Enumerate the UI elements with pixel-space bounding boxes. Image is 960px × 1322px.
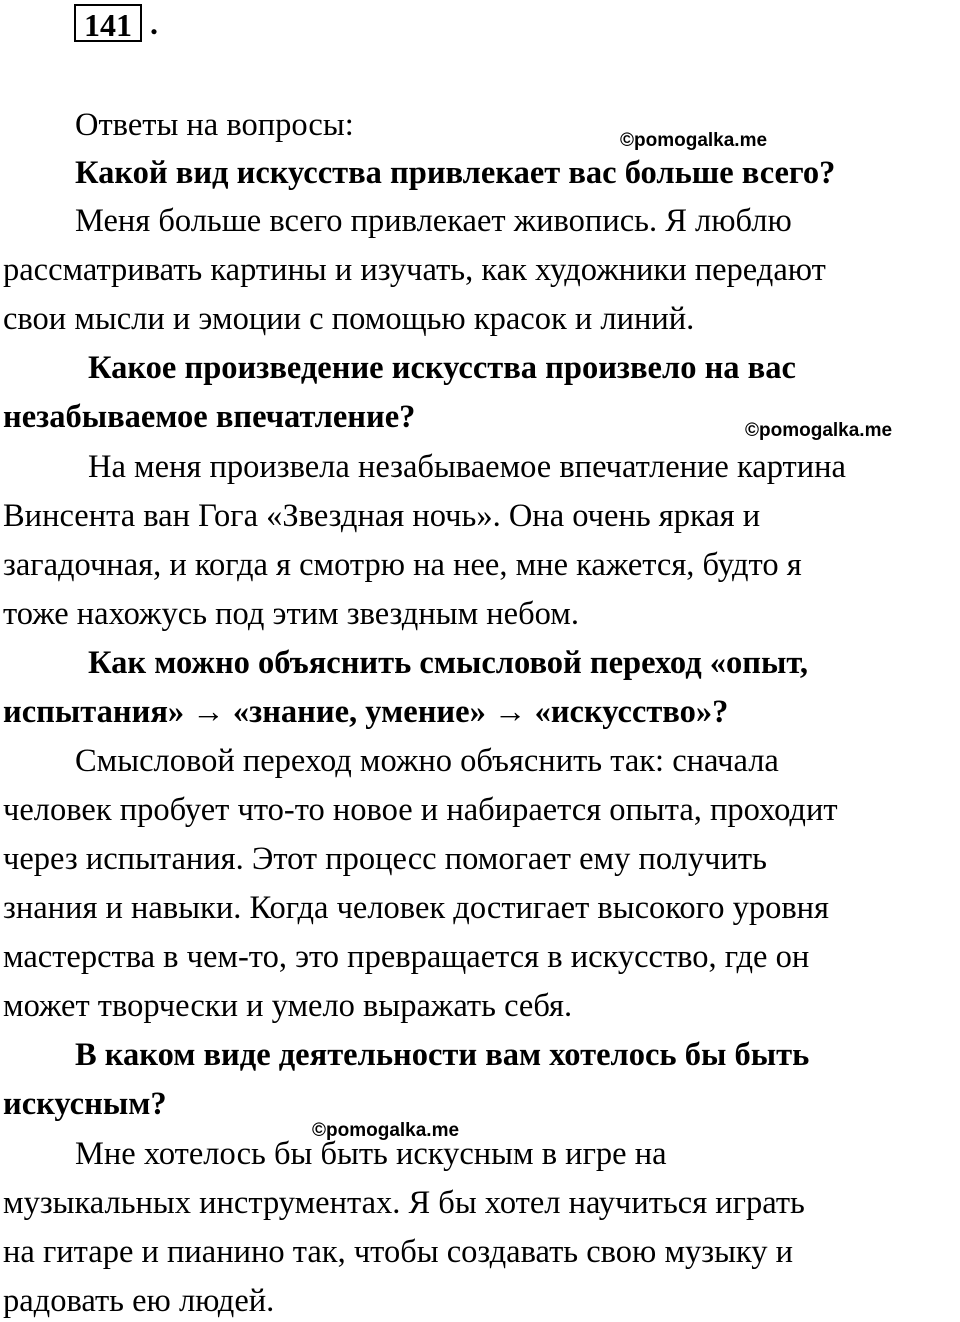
answer-line: загадочная, и когда я смотрю на нее, мне кажется, будто я: [3, 547, 802, 583]
watermark: ©pomogalka.me: [620, 130, 768, 151]
answer-line: рассматривать картины и изучать, как художники передают: [3, 252, 826, 288]
question-line: В каком виде деятельности вам хотелось бы быть: [75, 1037, 810, 1073]
answer-line: музыкальных инструментах. Я бы хотел научиться играть: [3, 1185, 805, 1221]
watermark: ©pomogalka.me: [312, 1120, 460, 1141]
answer-line: радовать ею людей.: [3, 1283, 275, 1319]
watermark: ©pomogalka.me: [745, 420, 893, 441]
answer-line: свои мысли и эмоции с помощью красок и линий.: [3, 301, 695, 337]
answer-line: На меня произвела незабываемое впечатление картина: [88, 449, 846, 485]
answer-line: через испытания. Этот процесс помогает ему получить: [3, 841, 767, 877]
question-line: испытания» → «знание, умение» → «искусство»?: [3, 694, 729, 730]
answer-line: мастерства в чем-то, это превращается в искусство, где он: [3, 939, 810, 975]
answer-line: тоже нахожусь под этим звездным небом.: [3, 596, 579, 632]
answer-line: может творчески и умело выражать себя.: [3, 988, 573, 1024]
question-line: Какое произведение искусства произвело на вас: [88, 350, 796, 386]
question-line: Какой вид искусства привлекает вас больше всего?: [75, 155, 836, 191]
answer-line: Винсента ван Гога «Звездная ночь». Она очень яркая и: [3, 498, 761, 534]
answer-line: Мне хотелось бы быть искусным в игре на: [75, 1136, 667, 1172]
answer-line: Смысловой переход можно объяснить так: сначала: [75, 743, 779, 779]
intro-heading: Ответы на вопросы:: [75, 107, 354, 143]
answer-line: на гитаре и пианино так, чтобы создавать свою музыку и: [3, 1234, 794, 1270]
question-line: Как можно объяснить смысловой переход «опыт,: [88, 645, 809, 681]
answer-line: Меня больше всего привлекает живопись. Я люблю: [75, 203, 792, 239]
task-number-box: 141: [74, 4, 142, 42]
question-line: искусным?: [3, 1086, 167, 1122]
answer-line: человек пробует что-то новое и набирается опыта, проходит: [3, 792, 838, 828]
task-number-dot: .: [150, 5, 158, 41]
answer-line: знания и навыки. Когда человек достигает высокого уровня: [3, 890, 830, 926]
question-line: незабываемое впечатление?: [3, 399, 416, 435]
